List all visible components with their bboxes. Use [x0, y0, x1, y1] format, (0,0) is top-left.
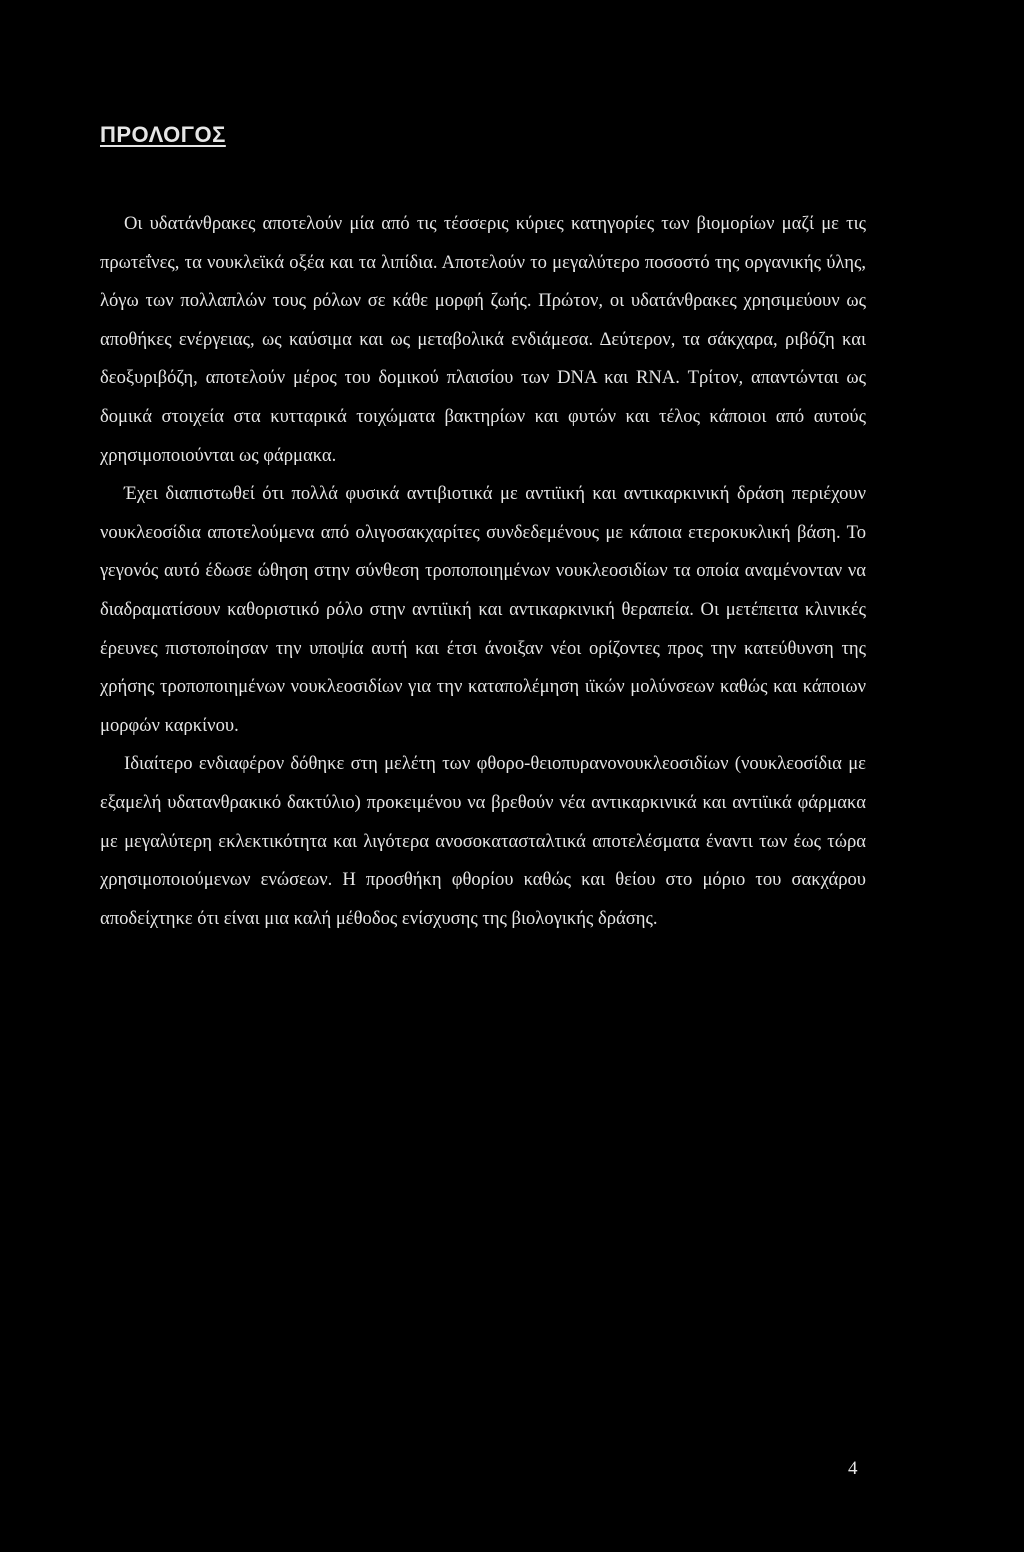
paragraph-intro: Οι υδατάνθρακες αποτελούν μία από τις τέσσερις κύριες κατηγορίες των βιομορίων μαζί με τις πρωτεΐνες, τα νουκλεϊκά οξέα και τα λιπίδια. Αποτελούν το μεγαλύτερο ποσοστό της οργανικής ύλης, λόγω των πολλαπλών τους ρόλων σε κάθε μορφή ζωής. Πρώτον, οι υδατάνθρακες χρησιμεύουν ως αποθήκες ενέργειας, ως καύσιμα και ως μεταβολικά ενδιάμεσα. Δεύτερον, τα σάκχαρα, ριβόζη και δεοξυριβόζη, αποτελούν μέρος του δομικού πλαισίου των DNA και RNA. Τρίτον, απαντώνται ως δομικά στοιχεία στα κυτταρικά τοιχώματα βακτηρίων και φυτών και τέλος κάποιοι από αυτούς χρησιμοποιούνται ως φάρμακα. — [100, 213, 866, 466]
page-heading: ΠΡΟΛΟΓΟΣ — [100, 122, 226, 147]
body-text — [100, 205, 866, 938]
paragraph-thiopyranose: Ιδιαίτερο ενδιαφέρον δόθηκε στη μελέτη των φθορο-θειοπυρανονουκλεοσιδίων (νουκλεοσίδια με εξαμελή υδατανθρακικό δακτύλιο) προκειμένου να βρεθούν νέα αντικαρκινικά και αντιϊικά φάρμακα με μεγαλύτερη εκλεκτικότητα και λιγότερα ανοσοκατασταλτικά αποτελέσματα έναντι των έως τώρα χρησιμοποιούμενων ενώσεων. Η προσθήκη φθορίου καθώς και θείου στο μόριο του σακχάρου αποδείχτηκε ότι είναι μια καλή μέθοδος ενίσχυσης της βιολογικής δράσης. — [100, 753, 866, 929]
page-number: 4 — [848, 1458, 858, 1479]
paragraph-antibiotics: Έχει διαπιστωθεί ότι πολλά φυσικά αντιβιοτικά με αντιϊική και αντικαρκινική δράση περιέχουν νουκλεοσίδια αποτελούμενα από ολιγοσακχαρίτες συνδεδεμένους με κάποια ετεροκυκλική βάση. Το γεγονός αυτό έδωσε ώθηση στην σύνθεση τροποποιημένων νουκλεοσιδίων τα οποία αναμένονταν να διαδραματίσουν καθοριστικό ρόλο στην αντιϊική και αντικαρκινική θεραπεία. Οι μετέπειτα κλινικές έρευνες πιστοποίησαν την υποψία αυτή και έτσι άνοιξαν νέοι ορίζοντες προς την κατεύθυνση της χρήσης τροποποιημένων νουκλεοσιδίων για την καταπολέμηση ιϊκών μολύνσεων καθώς και κάποιων μορφών καρκίνου. — [100, 483, 866, 736]
